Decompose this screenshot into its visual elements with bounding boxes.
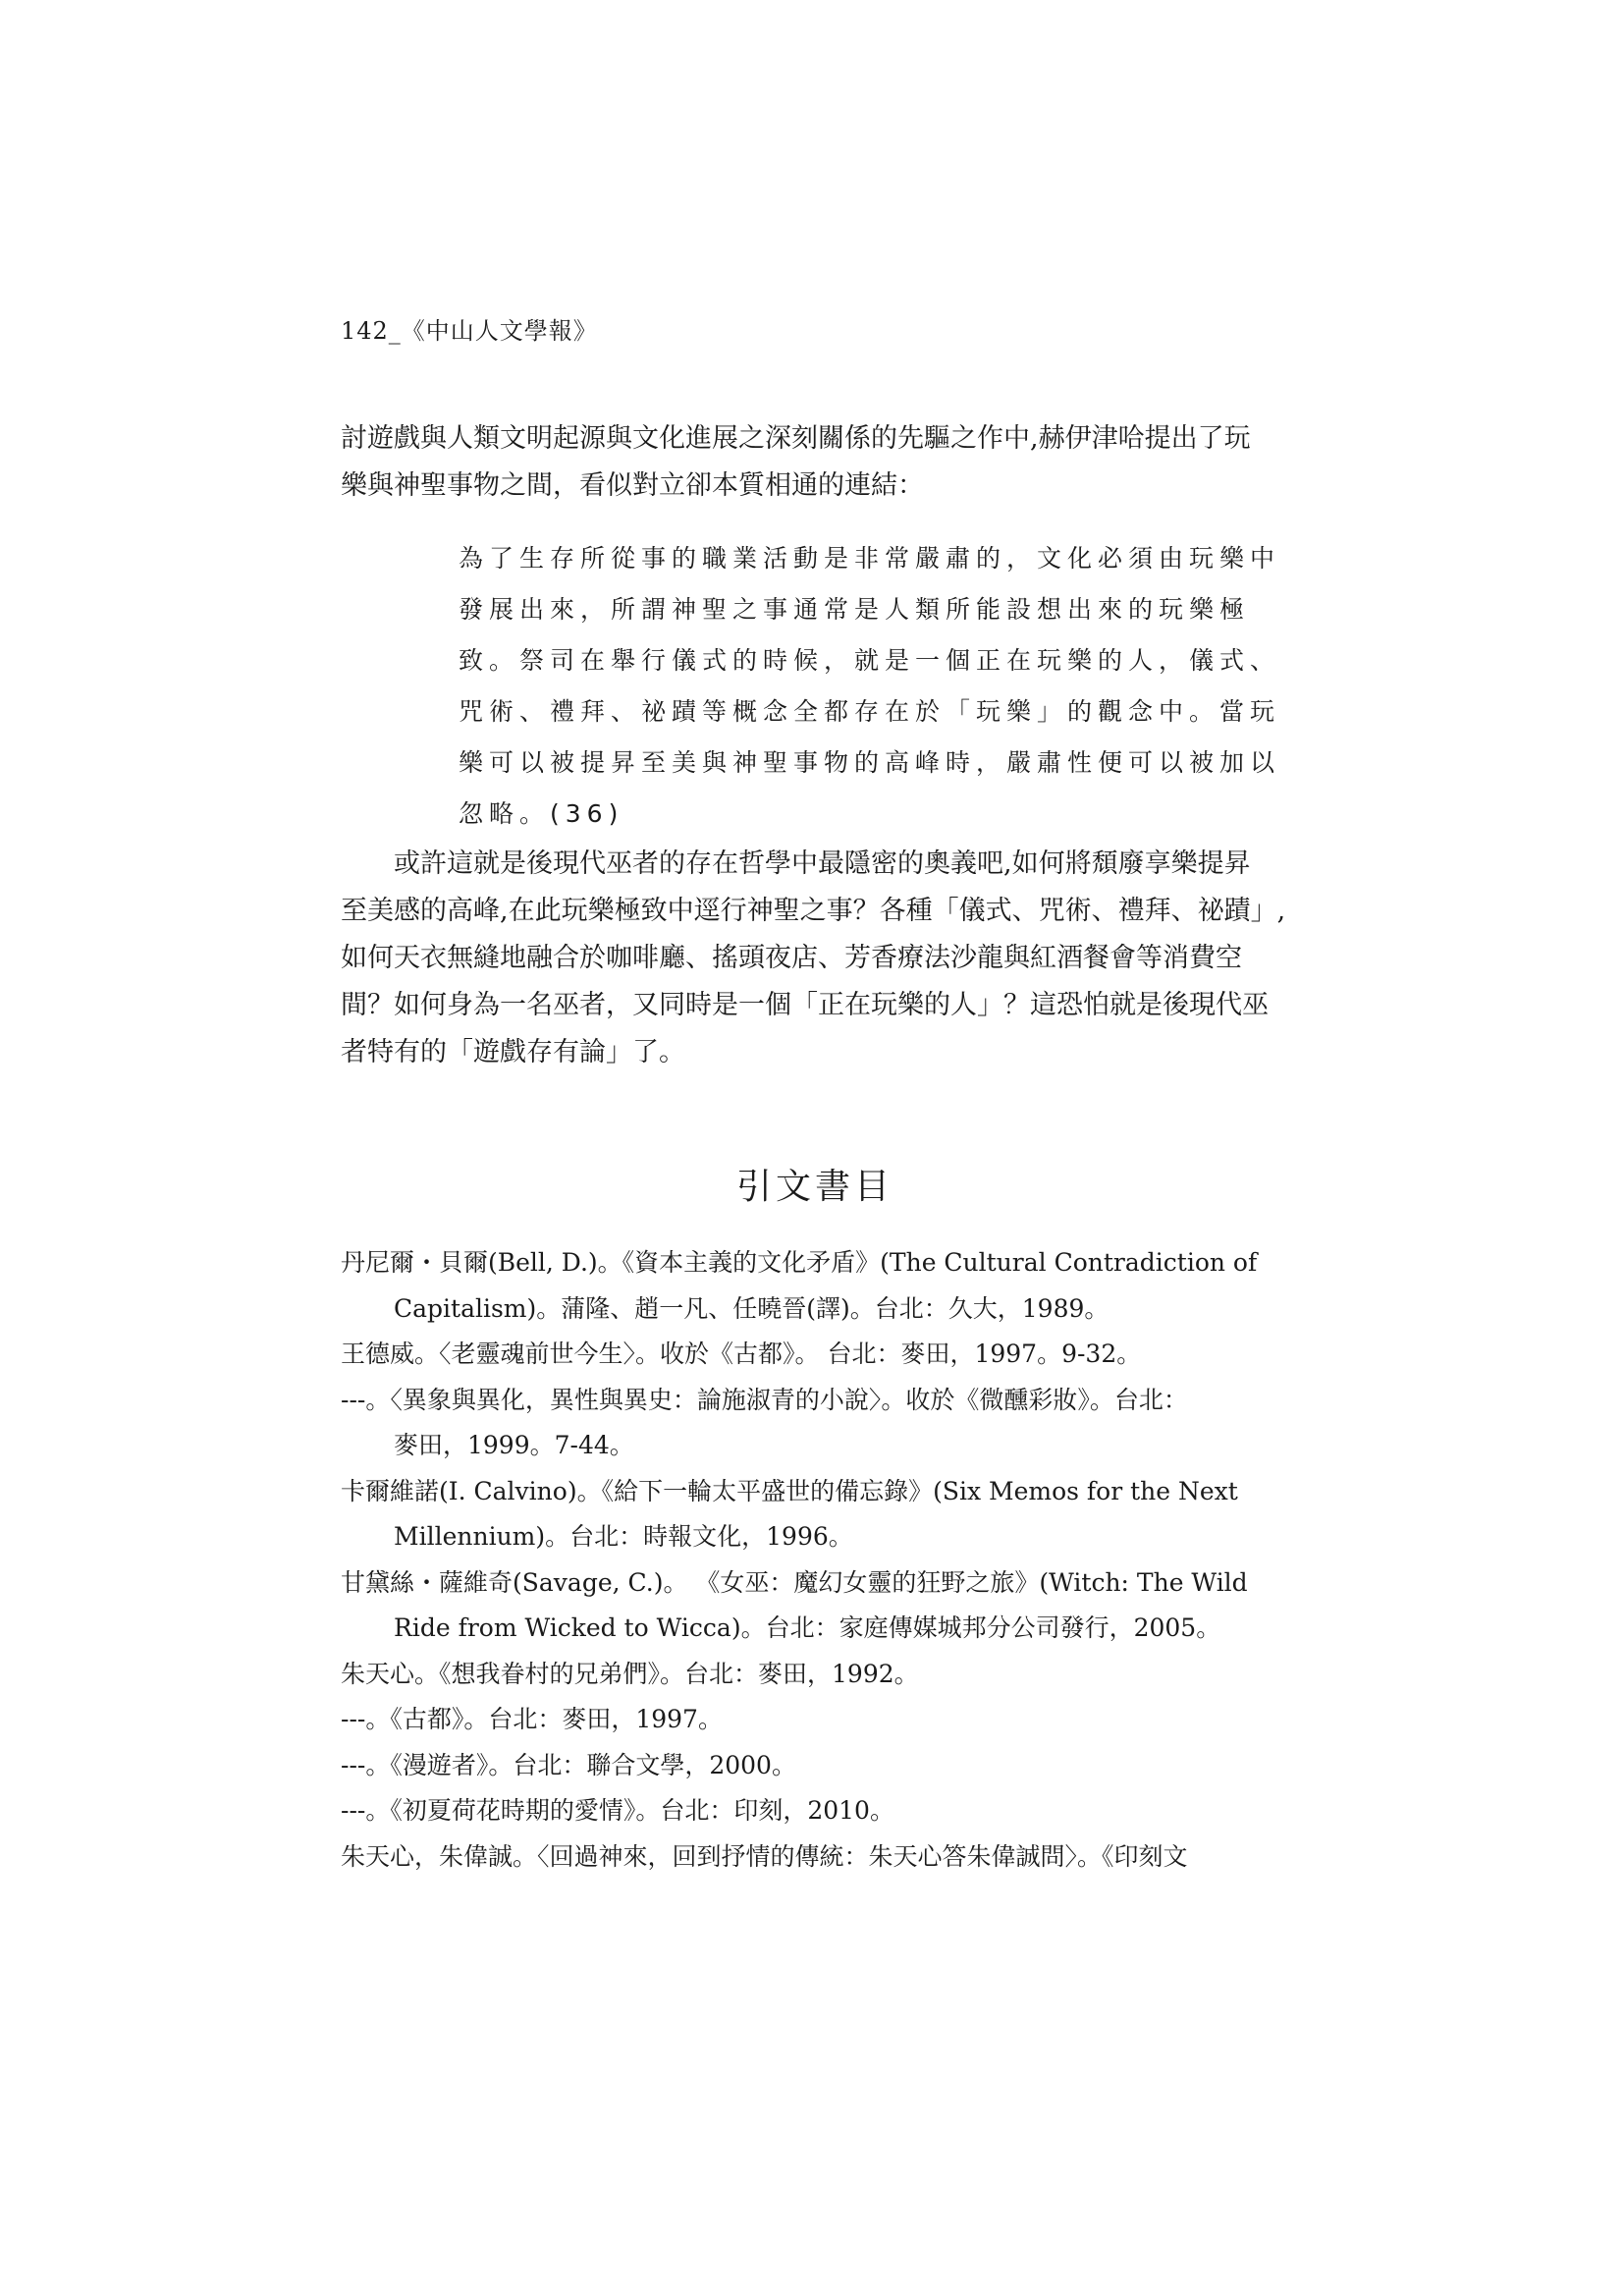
reference-entry [341, 1697, 1289, 1743]
reference-first-line: 甘黛絲・薩維奇(Savage, C.)。 《女巫：魔幻女靈的狂野之旅》(Witch: The Wild [341, 1567, 1248, 1597]
quote-line: 發展出來，所謂神聖之事通常是人類所能設想出來的玩樂極 [459, 595, 1251, 624]
paragraph-line: 樂與神聖事物之間，看似對立卻本質相通的連結： [341, 470, 924, 501]
reference-entry [341, 1834, 1289, 1881]
references-heading: 引文書目 [735, 1167, 893, 1207]
reference-continuation-line: Capitalism)。蒲隆、趙一凡、任曉晉(譯)。台北：久大，1989。 [394, 1293, 1109, 1323]
quote-line: 樂可以被提昇至美與神聖事物的高峰時，嚴肅性便可以被加以 [459, 748, 1281, 777]
paragraph-line: 如何天衣無縫地融合於咖啡廳、搖頭夜店、芳香療法沙龍與紅酒餐會等消費空 [341, 943, 1242, 973]
paragraph-line: 至美感的高峰,在此玩樂極致中逕行神聖之事？各種「儀式、咒術、禮拜、祕蹟」, [341, 896, 1286, 926]
paragraph-line: 間？如何身為一名巫者，又同時是一個「正在玩樂的人」？這恐怕就是後現代巫 [341, 990, 1269, 1020]
quote-line: 忽略。(36) [459, 799, 624, 828]
reference-first-line: 卡爾維諾(I. Calvino)。《給下一輪太平盛世的備忘錄》(Six Memos for the Next [341, 1476, 1238, 1505]
reference-entry [341, 1332, 1289, 1378]
reference-first-line: ---。《初夏荷花時期的愛情》。台北：印刻，2010。 [341, 1796, 894, 1825]
reference-continuation-line: Ride from Wicked to Wicca)。台北：家庭傳媒城邦分公司發行，2005。 [394, 1613, 1221, 1642]
reference-entry [341, 1469, 1289, 1560]
reference-entry [341, 1240, 1289, 1332]
running-head: 142_《中山人文學報》 [341, 317, 598, 345]
quote-line: 咒術、禮拜、祕蹟等概念全都存在於「玩樂」的觀念中。當玩 [459, 697, 1281, 726]
reference-first-line: ---。《古都》。台北：麥田，1997。 [341, 1705, 723, 1733]
reference-first-line: ---。〈異象與異化，異性與異史：論施淑青的小說〉。收於《微醺彩妝》。台北： [341, 1385, 1188, 1414]
reference-first-line: 朱天心。《想我眷村的兄弟們》。台北：麥田，1992。 [341, 1659, 919, 1688]
reference-first-line: 王德威。〈老靈魂前世今生〉。收於《古都》。 台北：麥田，1997。9-32。 [341, 1339, 1142, 1368]
references-list [341, 1240, 1289, 1880]
reference-entry [341, 1652, 1289, 1698]
body-paragraph-1 [341, 415, 1289, 510]
reference-first-line: ---。《漫遊者》。台北：聯合文學，2000。 [341, 1750, 796, 1779]
paragraph-line: 者特有的「遊戲存有論」了。 [341, 1037, 685, 1067]
body-paragraph-2 [341, 841, 1289, 1076]
reference-first-line: 朱天心，朱偉誠。〈回過神來，回到抒情的傳統：朱天心答朱偉誠問〉。《印刻文 [341, 1841, 1188, 1871]
reference-first-line: 丹尼爾・貝爾(Bell, D.)。《資本主義的文化矛盾》(The Cultural Contradiction of [341, 1248, 1258, 1277]
paragraph-line: 討遊戲與人類文明起源與文化進展之深刻關係的先驅之作中,赫伊津哈提出了玩 [341, 423, 1251, 454]
reference-continuation-line: Millennium)。台北：時報文化，1996。 [394, 1522, 853, 1551]
quote-line: 為了生存所從事的職業活動是非常嚴肅的，文化必須由玩樂中 [459, 544, 1281, 573]
quote-line: 致。祭司在舉行儀式的時候，就是一個正在玩樂的人，儀式、 [459, 646, 1281, 675]
reference-continuation-line: 麥田，1999。7-44。 [394, 1431, 634, 1459]
block-quotation [459, 533, 1281, 840]
reference-entry [341, 1560, 1289, 1652]
reference-entry [341, 1378, 1289, 1469]
paragraph-line: 或許這就是後現代巫者的存在哲學中最隱密的奧義吧,如何將頹廢享樂提昇 [394, 848, 1251, 879]
reference-entry [341, 1788, 1289, 1834]
reference-entry [341, 1743, 1289, 1789]
